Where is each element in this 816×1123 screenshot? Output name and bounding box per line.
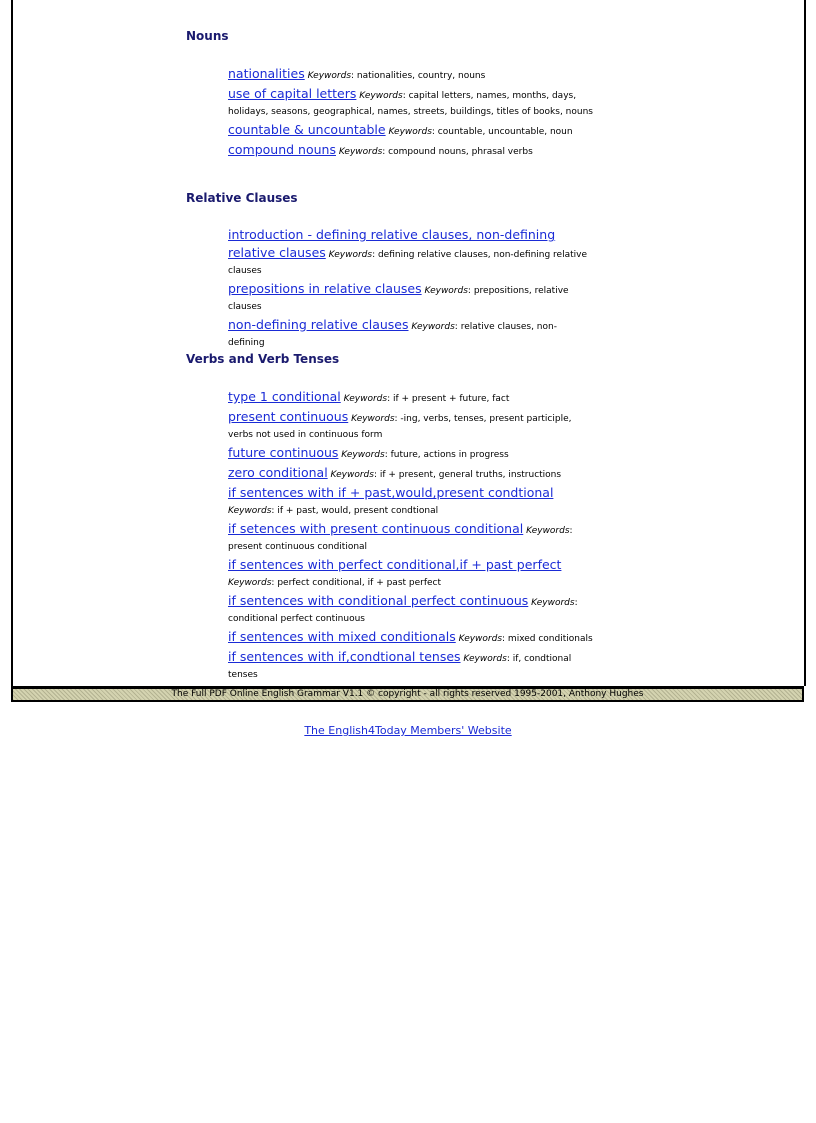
- keywords-label: Keywords: [526, 526, 570, 536]
- keywords-text: : -ing, verbs, tenses, present participle, verbs not used in continuous form: [228, 414, 572, 440]
- keywords-text: : capital letters, names, months, days, holidays, seasons, geographical, names, streets, buildings, titles of books, nouns: [228, 91, 593, 117]
- list-item: [228, 593, 593, 627]
- keywords-text: : relative clauses, non-defining: [228, 322, 557, 348]
- keywords-text: : if + present + future, fact: [387, 394, 510, 404]
- members-website-link[interactable]: The English4Today Members' Website: [304, 724, 512, 737]
- link-nationalities[interactable]: nationalities: [228, 66, 305, 81]
- link-perfect-conditional[interactable]: if sentences with perfect conditional,if + past perfect: [228, 557, 562, 572]
- keywords-text: : if + past, would, present condtional: [271, 506, 439, 516]
- list-item: [228, 122, 593, 140]
- list-item: [228, 445, 593, 463]
- link-present-continuous[interactable]: present continuous: [228, 409, 349, 424]
- keywords-label: Keywords: [228, 578, 272, 588]
- keywords-label: Keywords: [351, 414, 395, 424]
- copyright-footer: The Full PDF Online English Grammar V1.1 © copyright - all rights reserved 1995-2001, Anthony Hughes: [11, 686, 804, 702]
- link-present-continuous-conditional[interactable]: if setences with present continuous conditional: [228, 521, 524, 536]
- keywords-text: : if, condtional tenses: [228, 654, 572, 680]
- list-item: [228, 521, 593, 555]
- link-countable-uncountable[interactable]: countable & uncountable: [228, 122, 386, 137]
- link-future-continuous[interactable]: future continuous: [228, 445, 339, 460]
- list-item: [228, 409, 593, 443]
- keywords-label: Keywords: [330, 470, 374, 480]
- section-title-nouns: Nouns: [186, 29, 229, 43]
- keywords-label: Keywords: [341, 450, 385, 460]
- link-zero-conditional[interactable]: zero conditional: [228, 465, 328, 480]
- list-item: [228, 485, 593, 519]
- list-item: [228, 142, 593, 160]
- keywords-text: : future, actions in progress: [384, 450, 509, 460]
- keywords-text: : compound nouns, phrasal verbs: [382, 147, 533, 157]
- keywords-text: : countable, uncountable, noun: [431, 127, 573, 137]
- keywords-label: Keywords: [228, 506, 272, 516]
- keywords-text: : if + present, general truths, instructions: [373, 470, 562, 480]
- keywords-text: : prepositions, relative clauses: [228, 286, 569, 312]
- keywords-label: Keywords: [359, 91, 403, 101]
- link-if-conditional-tenses[interactable]: if sentences with if,condtional tenses: [228, 649, 461, 664]
- link-type-1-conditional[interactable]: type 1 conditional: [228, 389, 341, 404]
- keywords-text: : defining relative clauses, non-defining relative clauses: [228, 250, 587, 276]
- keywords-text: : mixed conditionals: [502, 634, 593, 644]
- keywords-text: : perfect conditional, if + past perfect: [271, 578, 442, 588]
- keywords-label: Keywords: [424, 286, 468, 296]
- keywords-text: : present continuous conditional: [228, 526, 573, 552]
- list-item: [228, 66, 593, 84]
- keywords-text: : nationalities, country, nouns: [351, 71, 486, 81]
- list-item: [228, 649, 593, 683]
- link-non-defining-relative-clauses[interactable]: non-defining relative clauses: [228, 317, 409, 332]
- link-compound-nouns[interactable]: compound nouns: [228, 142, 336, 157]
- keywords-label: Keywords: [328, 250, 373, 260]
- keywords-text: : conditional perfect continuous: [228, 598, 578, 624]
- link-capital-letters[interactable]: use of capital letters: [228, 86, 357, 101]
- list-item: [228, 629, 593, 647]
- keywords-label: Keywords: [338, 147, 383, 157]
- list-item: [228, 281, 593, 315]
- keywords-label: Keywords: [531, 598, 575, 608]
- section-title-verbs: Verbs and Verb Tenses: [186, 352, 340, 366]
- link-if-past-would[interactable]: if sentences with if + past,would,present condtional: [228, 485, 554, 500]
- verbs-entries: [228, 389, 593, 683]
- keywords-label: Keywords: [307, 71, 352, 81]
- relative-clauses-entries: [228, 227, 593, 351]
- list-item: [228, 227, 593, 279]
- list-item: [228, 389, 593, 407]
- keywords-label: Keywords: [411, 322, 455, 332]
- link-defining-relative-clauses[interactable]: introduction - defining relative clauses, non-defining relative clauses: [228, 227, 556, 260]
- list-item: [228, 86, 593, 120]
- keywords-label: Keywords: [343, 394, 388, 404]
- link-conditional-perfect-continuous[interactable]: if sentences with conditional perfect continuous: [228, 593, 529, 608]
- keywords-label: Keywords: [463, 654, 507, 664]
- keywords-label: Keywords: [388, 127, 432, 137]
- link-prepositions-relative-clauses[interactable]: prepositions in relative clauses: [228, 281, 422, 296]
- section-title-relative-clauses: Relative Clauses: [186, 191, 298, 205]
- link-mixed-conditionals[interactable]: if sentences with mixed conditionals: [228, 629, 456, 644]
- list-item: [228, 317, 593, 351]
- keywords-label: Keywords: [458, 634, 503, 644]
- nouns-entries: [228, 66, 593, 160]
- list-item: [228, 465, 593, 483]
- list-item: [228, 557, 593, 591]
